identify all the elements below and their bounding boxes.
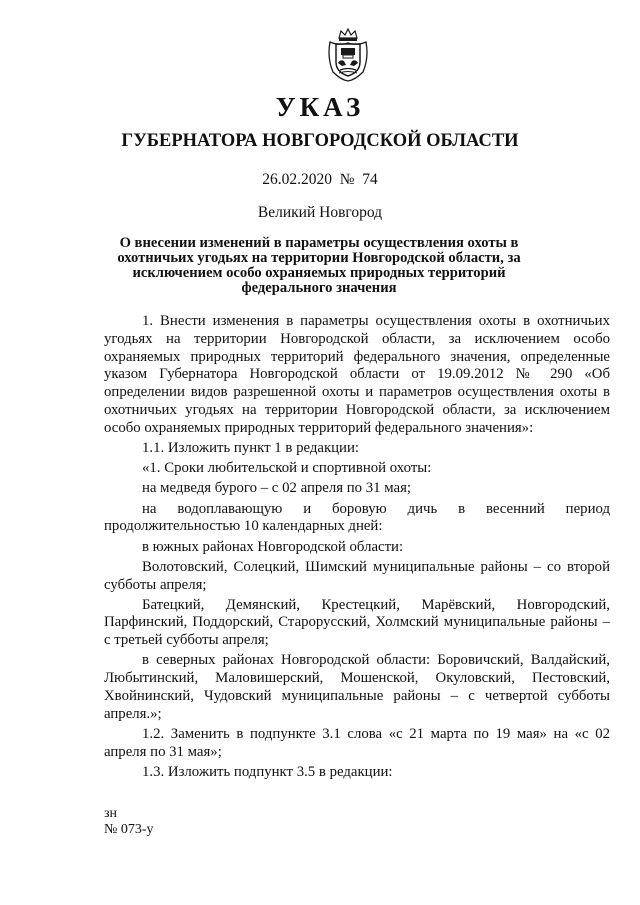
paragraph-8: Батецкий, Демянский, Крестецкий, Марёвский, Новгородский, Парфинский, Поддорский, Старорусский, Холмский муниципальные районы – с третьей субботы апреля; [104, 596, 610, 649]
paragraph-4: на медведя бурого – с 02 апреля по 31 мая; [142, 480, 411, 497]
city: Великий Новгород [257, 204, 383, 221]
footer-initials: зн [104, 806, 118, 821]
paragraph-1: 1. Внести изменения в параметры осуществления охоты в охотничьих угодьях на территории Новгородской области, за исключением особо охраняемых природных территорий федерального значения, определенные указом Губернатора Новгородской области от 19.09.2012 № 290 «Об определении видов разрешенной охоты и параметров осуществления охоты в охотничьих угодьях на территории Новгородской области, за исключением особо охраняемых природных территорий федерального значения»: [104, 313, 610, 436]
paragraph-3: «1. Сроки любительской и спортивной охоты: [142, 460, 432, 477]
paragraph-7: Волотовский, Солецкий, Шимский муниципальные районы – со второй субботы апреля; [104, 558, 610, 593]
paragraph-6: в южных районах Новгородской области: [142, 538, 404, 555]
paragraph-11: 1.3. Изложить подпункт 3.5 в редакции: [142, 764, 393, 781]
coat-of-arms-icon [327, 28, 369, 82]
footer-number: № 073-у [104, 822, 154, 837]
footer-note [104, 806, 154, 838]
paragraph-2: 1.1. Изложить пункт 1 в редакции: [142, 439, 359, 456]
issuer: ГУБЕРНАТОРА НОВГОРОДСКОЙ ОБЛАСТИ [121, 131, 519, 151]
paragraph-10: 1.2. Заменить в подпункте 3.1 слова «с 21 марта по 19 мая» на «с 02 апреля по 31 мая»; [104, 726, 610, 760]
paragraph-9: в северных районах Новгородской области: Боровичский, Валдайский, Любытинский, Маловишерский, Мошенской, Окуловский, Пестовский, Хвойнинский, Чудовский муниципальные районы – с четвертой субботы апреля.»; [104, 652, 610, 722]
document-type: УКАЗ [275, 92, 365, 122]
document-body [104, 313, 610, 784]
date-number: 26.02.2020 № 74 [262, 171, 378, 188]
document-heading: О внесении изменений в параметры осуществления охоты в охотничьих угодьях на территории Новгородской области, за исключением особо охраняемых природных территорий федерального значения [117, 235, 521, 296]
paragraph-5: на водоплавающую и боровую дичь в весенний период продолжительностью 10 календарных дней: [104, 500, 610, 535]
